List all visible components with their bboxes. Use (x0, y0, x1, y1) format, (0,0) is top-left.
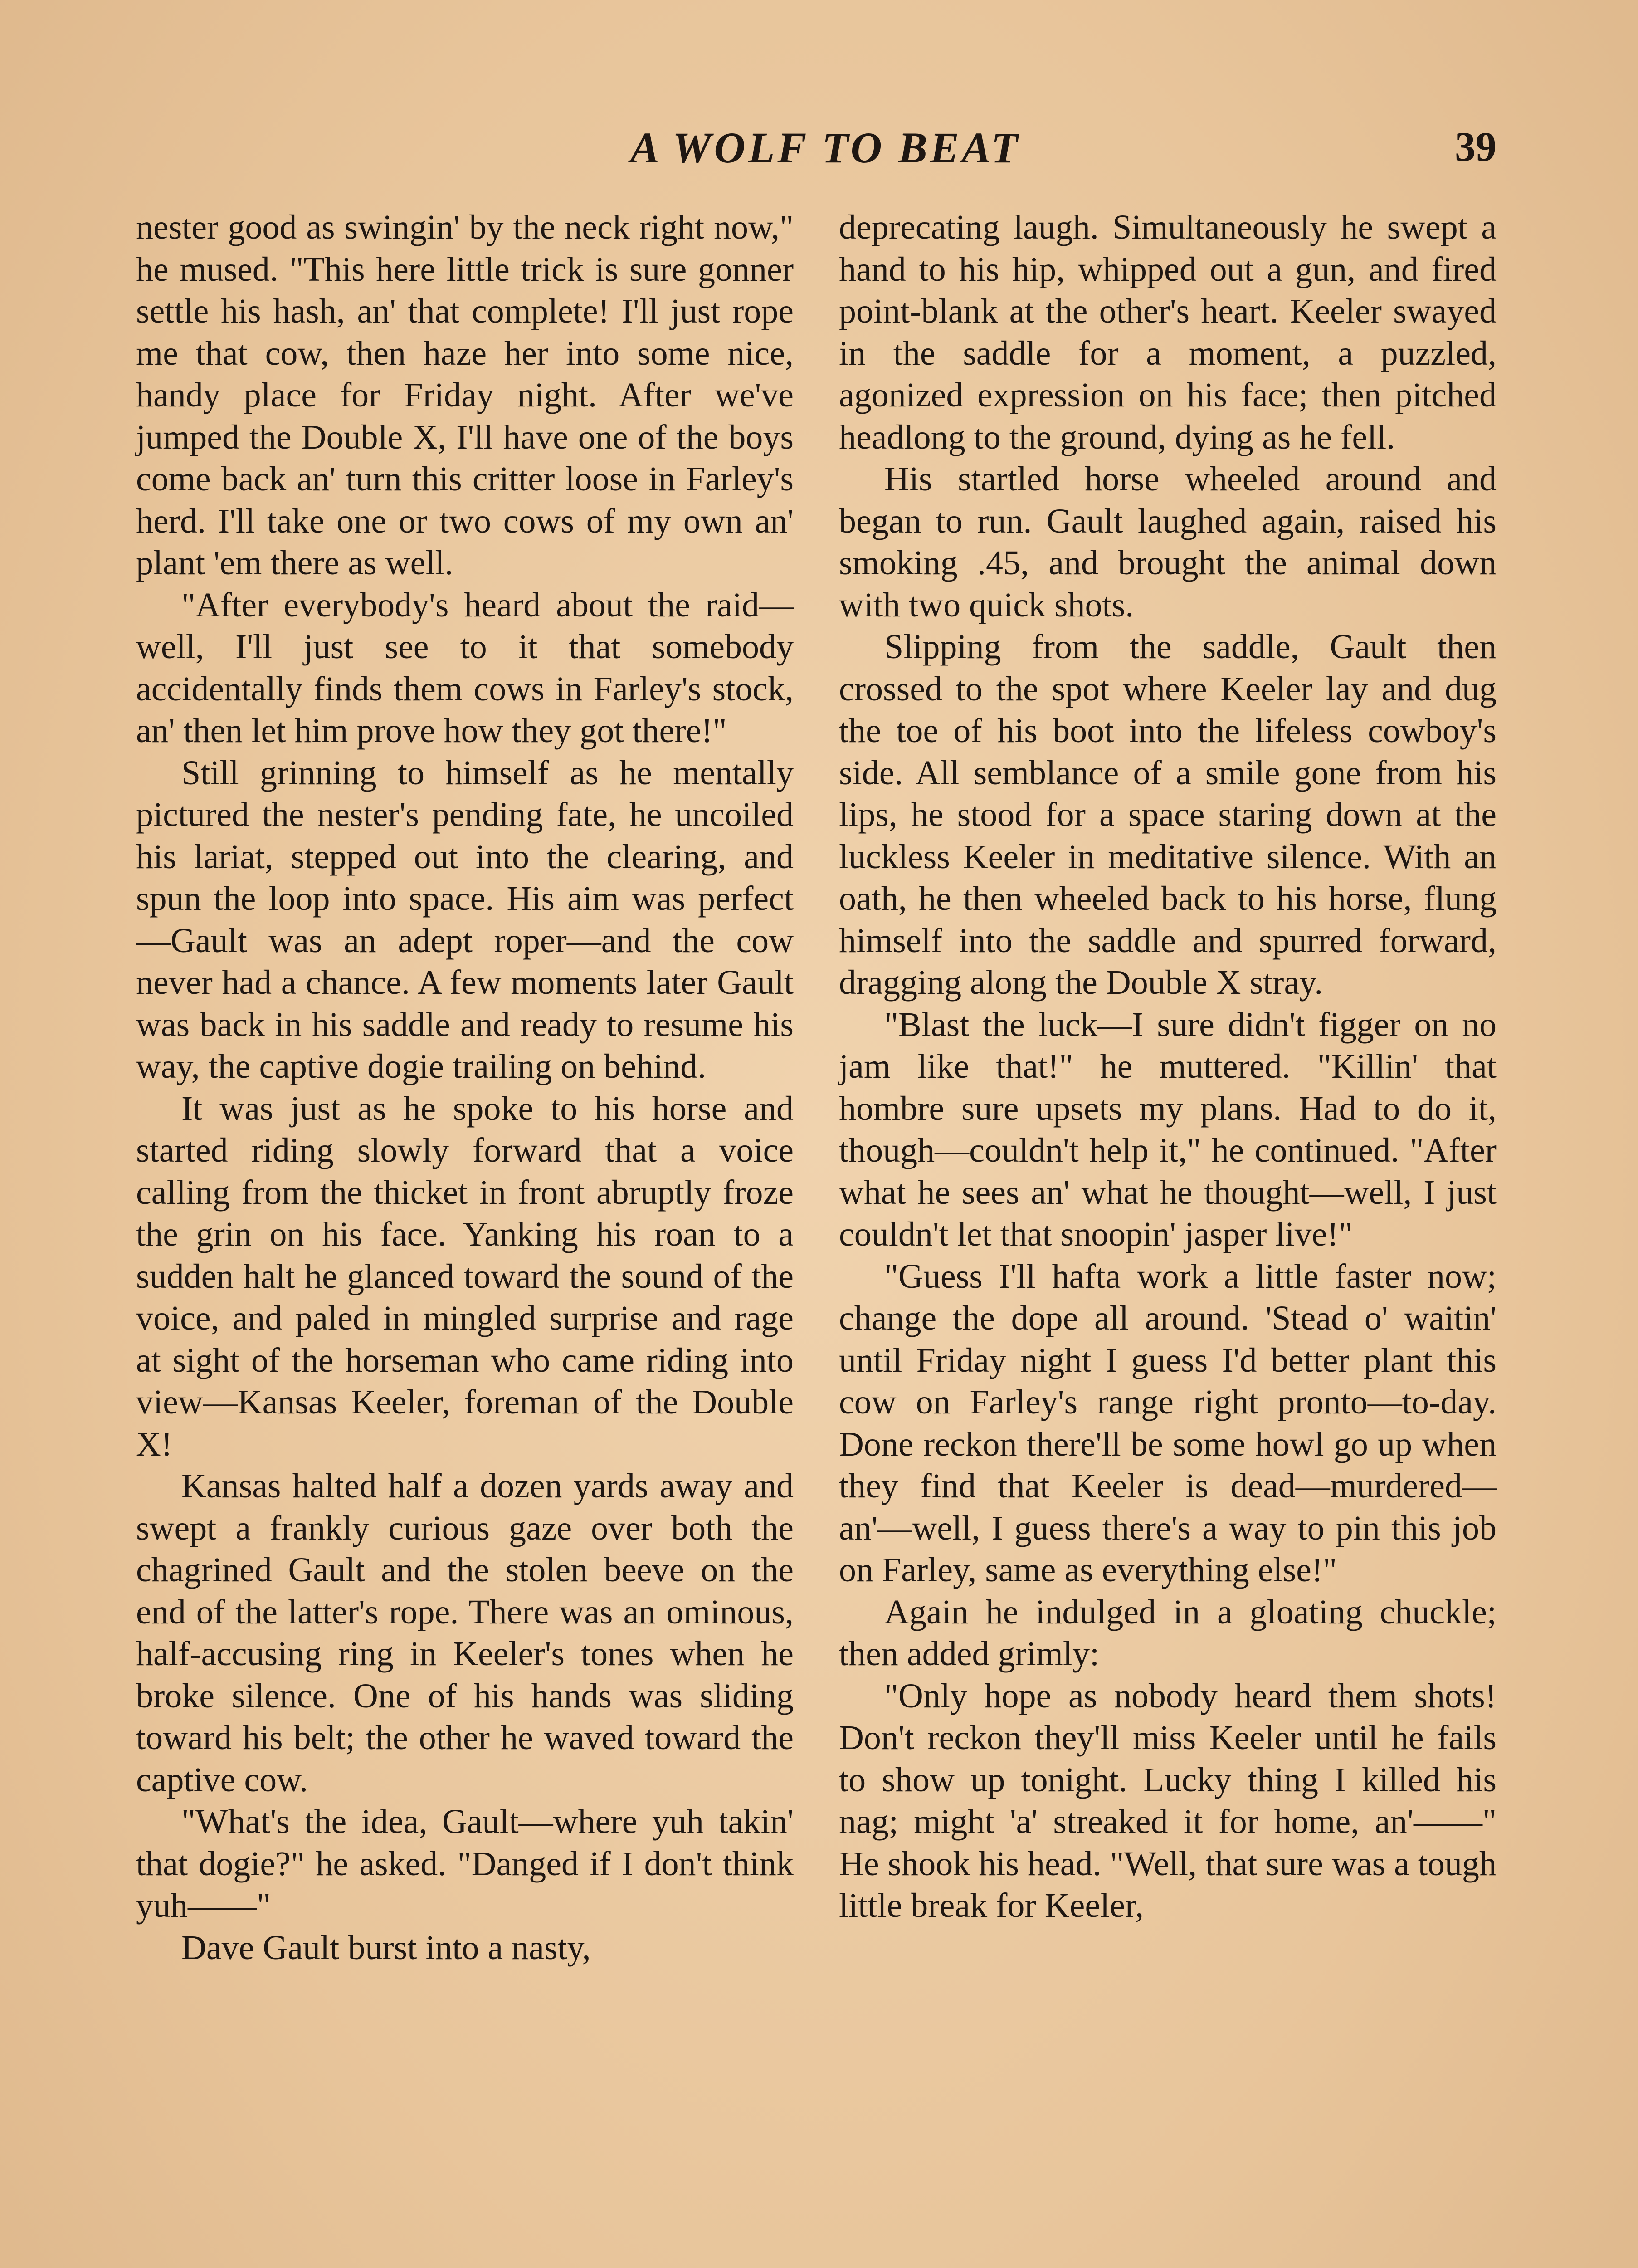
page-number: 39 (1455, 123, 1497, 170)
paragraph: It was just as he spoke to his horse and started riding slowly forward that a voice calling from the thicket in front abruptly froze the grin on his face. Yanking his roan to a sudden halt he glanced toward the sound of the voice, and paled in mingled surprise and rage at sight of the horseman who came riding into view—Kansas Keeler, foreman of the Double X! (136, 1089, 794, 1463)
paragraph: nester good as swingin' by the neck right now," he mused. "This here little trick is sure gonner settle his hash, an' that complete! I'll just rope me that cow, then haze her into some nice, handy place for Friday night. After we've jumped the Double X, I'll have one of the boys come back an' turn this critter loose in Farley's herd. I'll take one or two cows of my own an' plant 'em there as well. (136, 208, 794, 582)
page-header (136, 122, 1497, 177)
paragraph: His startled horse wheeled around and began to run. Gault laughed again, raised his smoking .45, and brought the animal down with two quick shots. (839, 460, 1497, 624)
running-title: A WOLF TO BEAT (630, 123, 1021, 172)
text-column-right (839, 206, 1497, 1927)
paragraph: Dave Gault burst into a nasty, (181, 1928, 591, 1967)
paragraph: "Only hope as nobody heard them shots! Don't reckon they'll miss Keeler until he fails to show up tonight. Lucky thing I killed his nag; might 'a' streaked it for home, an'——" He shook his head. "Well, that sure was a tough little break for Keeler, (839, 1677, 1497, 1925)
paragraph: deprecating laugh. Simultaneously he swept a hand to his hip, whipped out a gun, and fired point-blank at the other's heart. Keeler swayed in the saddle for a moment, a puzzled, agonized expression on his face; then pitched headlong to the ground, dying as he fell. (839, 208, 1497, 456)
paragraph: Kansas halted half a dozen yards away and swept a frankly curious gaze over both the chagrined Gault and the stolen beeve on the end of the latter's rope. There was an ominous, half-accusing ring in Keeler's tones when he broke silence. One of his hands was sliding toward his belt; the other he waved toward the captive cow. (136, 1467, 794, 1799)
paragraph: "Guess I'll hafta work a little faster now; change the dope all around. 'Stead o' waitin' until Friday night I guess I'd better plant this cow on Farley's range right pronto—to-day. Done reckon there'll be some howl go up when they find that Keeler is dead—murdered—an'—well, I guess there's a way to pin this job on Farley, same as everything else!" (839, 1257, 1497, 1589)
paragraph: "Blast the luck—I sure didn't figger on no jam like that!" he muttered. "Killin' that hombre sure upsets my plans. Had to do it, though—couldn't help it," he continued. "After what he sees an' what he thought—well, I just couldn't let that snoopin' jasper live!" (839, 1005, 1497, 1253)
text-column-left (136, 206, 794, 1969)
paragraph: "What's the idea, Gault—where yuh takin' that dogie?" he asked. "Danged if I don't think yuh——" (136, 1803, 794, 1925)
paragraph: Again he indulged in a gloating chuckle; then added grimly: (839, 1593, 1497, 1673)
paragraph: Still grinning to himself as he mentally pictured the nester's pending fate, he uncoiled his lariat, stepped out into the clearing, and spun the loop into space. His aim was perfect—Gault was an adept roper—and the cow never had a chance. A few moments later Gault was back in his saddle and ready to resume his way, the captive dogie trailing on behind. (136, 753, 794, 1085)
paragraph: Slipping from the saddle, Gault then crossed to the spot where Keeler lay and dug the toe of his boot into the lifeless cowboy's side. All semblance of a smile gone from his lips, he stood for a space staring down at the luckless Keeler in meditative silence. With an oath, he then wheeled back to his horse, flung himself into the saddle and spurred forward, dragging along the Double X stray. (839, 628, 1497, 1002)
paragraph: "After everybody's heard about the raid—well, I'll just see to it that somebody accidentally finds them cows in Farley's stock, an' then let him prove how they got there!" (136, 586, 794, 750)
